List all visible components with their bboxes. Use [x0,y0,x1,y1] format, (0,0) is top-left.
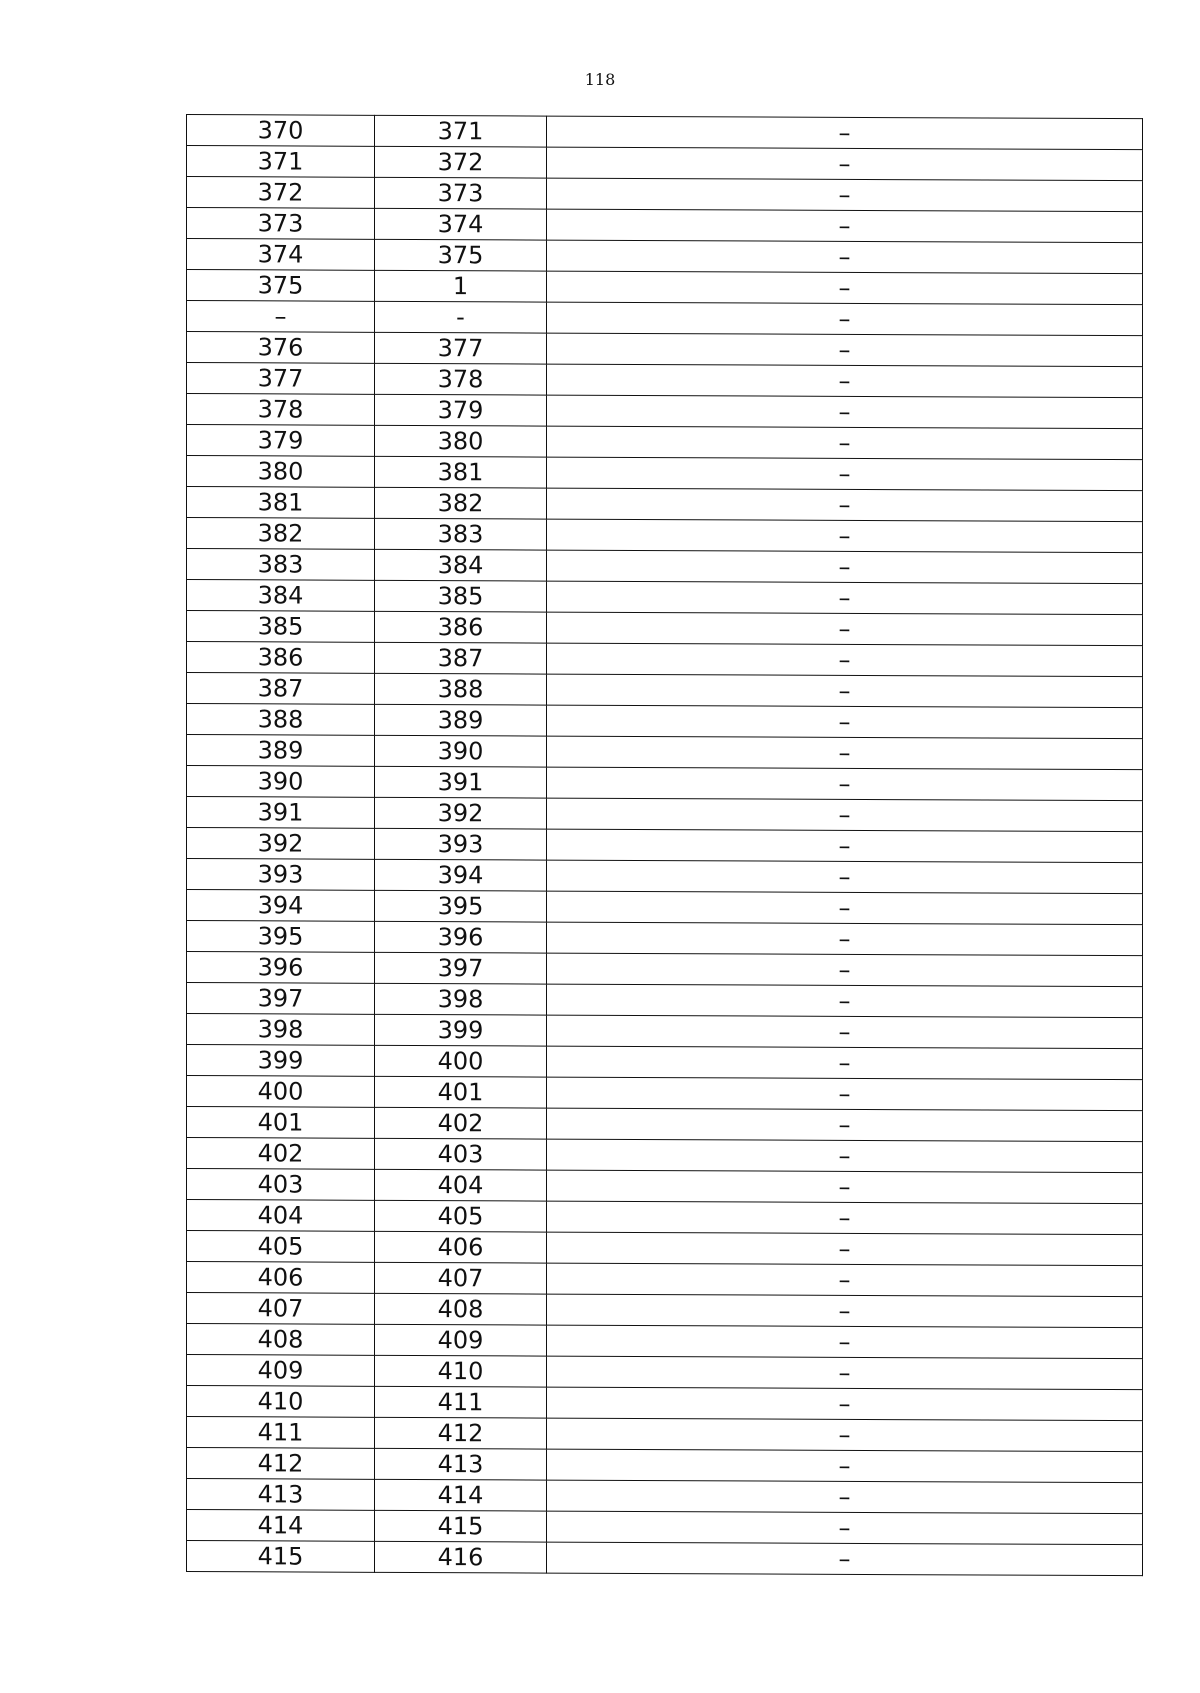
table-cell-from: 397 [187,983,375,1015]
table-cell-from: 373 [187,208,375,240]
table-cell-from: 377 [187,363,375,395]
table-cell-to: 387 [375,642,547,674]
table-cell-to: 375 [375,239,547,271]
table-cell-from: 407 [187,1293,375,1325]
table-row [187,425,1143,460]
table-row [187,1324,1143,1359]
table-cell-from: 376 [187,332,375,364]
table-cell-note: – [547,1356,1143,1390]
table-cell-note: – [547,643,1143,677]
table-cell-from: 411 [187,1417,375,1449]
table-cell-note: – [547,674,1143,708]
table-row [187,952,1143,987]
table-cell-to: 372 [375,146,547,178]
table-cell-note: – [547,1077,1143,1111]
table-cell-from: 404 [187,1200,375,1232]
table-row [187,890,1143,925]
table-cell-note: – [547,271,1143,305]
table-row [187,332,1143,367]
table-cell-from: 408 [187,1324,375,1356]
table-cell-to: 414 [375,1479,547,1511]
table-cell-note: – [547,1201,1143,1235]
table-cell-from: 387 [187,673,375,705]
table-cell-to: 397 [375,952,547,984]
table-cell-from: 409 [187,1355,375,1387]
table-cell-to: 388 [375,673,547,705]
table-cell-from: 389 [187,735,375,767]
table-row [187,642,1143,677]
table-cell-to: 378 [375,363,547,395]
table-cell-to: 398 [375,983,547,1015]
table-cell-to: 373 [375,177,547,209]
table-row [187,115,1143,150]
table-cell-from: 392 [187,828,375,860]
table-cell-from: 412 [187,1448,375,1480]
table-cell-note: – [547,1232,1143,1266]
table-cell-to: 383 [375,518,547,550]
table-row [187,1510,1143,1545]
table-row [187,1262,1143,1297]
table-cell-note: – [547,1480,1143,1514]
table-row [187,1045,1143,1080]
table-cell-note: – [547,395,1143,429]
table-row [187,1200,1143,1235]
table-cell-from: 388 [187,704,375,736]
table-cell-to: 406 [375,1231,547,1263]
table-cell-from: 379 [187,425,375,457]
table-cell-to: 385 [375,580,547,612]
table-row [187,766,1143,801]
table-cell-note: – [547,364,1143,398]
table-row [187,704,1143,739]
table-cell-from: 414 [187,1510,375,1542]
table-row [187,859,1143,894]
table-cell-note: – [547,1263,1143,1297]
table-row [187,1076,1143,1111]
table-cell-to: 400 [375,1045,547,1077]
table-cell-note: – [547,1387,1143,1421]
table-cell-to: 402 [375,1107,547,1139]
table-cell-to: 395 [375,890,547,922]
table-cell-from: 375 [187,270,375,302]
table-cell-note: – [547,891,1143,925]
table-row [187,1107,1143,1142]
table-cell-note: – [547,922,1143,956]
table-cell-from: 399 [187,1045,375,1077]
table-row [187,301,1143,336]
table-row [187,549,1143,584]
table-cell-to: 374 [375,208,547,240]
table-cell-to: 399 [375,1014,547,1046]
table-row [187,983,1143,1018]
table-cell-to: 403 [375,1138,547,1170]
table-cell-note: – [547,1139,1143,1173]
table-cell-note: – [547,1418,1143,1452]
table-cell-note: – [547,798,1143,832]
table-cell-note: – [547,333,1143,367]
table-cell-note: – [547,1046,1143,1080]
table-cell-note: – [547,1511,1143,1545]
table-cell-from: 380 [187,456,375,488]
page-number: 118 [584,70,616,89]
table-cell-note: – [547,612,1143,646]
table-cell-from: 384 [187,580,375,612]
table-cell-note: – [547,1294,1143,1328]
table-cell-note: – [547,581,1143,615]
table-cell-from: 383 [187,549,375,581]
table-cell-note: – [547,1325,1143,1359]
table-cell-to: 409 [375,1324,547,1356]
table-cell-from: 395 [187,921,375,953]
table-cell-from: 405 [187,1231,375,1263]
table-cell-to: 380 [375,425,547,457]
table-cell-from: 401 [187,1107,375,1139]
table-cell-to: 371 [375,115,547,147]
data-table [186,114,1143,1576]
table-cell-note: – [547,1542,1143,1576]
table-cell-note: – [547,519,1143,553]
table-cell-note: – [547,953,1143,987]
table-cell-note: – [547,550,1143,584]
table-cell-to: 401 [375,1076,547,1108]
table-cell-from: 406 [187,1262,375,1294]
table-cell-note: – [547,1449,1143,1483]
table-cell-from: 386 [187,642,375,674]
table-cell-from: 410 [187,1386,375,1418]
table-cell-from: 413 [187,1479,375,1511]
table-cell-to: 391 [375,766,547,798]
table-cell-note: – [547,116,1143,150]
table-row [187,363,1143,398]
table-cell-note: – [547,705,1143,739]
table-row [187,239,1143,274]
table-cell-from: 391 [187,797,375,829]
table-cell-to: 394 [375,859,547,891]
table-row [187,797,1143,832]
table-cell-note: – [547,1170,1143,1204]
table-cell-to: 404 [375,1169,547,1201]
table-cell-note: – [547,147,1143,181]
table-row [187,208,1143,243]
table-cell-from: 393 [187,859,375,891]
table-row [187,1014,1143,1049]
table-cell-note: – [547,1015,1143,1049]
table-cell-from: 402 [187,1138,375,1170]
table-cell-from: 396 [187,952,375,984]
table-cell-to: 384 [375,549,547,581]
table-row [187,611,1143,646]
table-cell-note: – [547,736,1143,770]
table-row [187,146,1143,181]
table-cell-from: 372 [187,177,375,209]
table-row [187,394,1143,429]
table-row [187,177,1143,212]
table-cell-note: – [547,302,1143,336]
table-cell-to: 1 [375,270,547,302]
table-cell-note: – [547,1108,1143,1142]
table-row [187,456,1143,491]
table-cell-to: 412 [375,1417,547,1449]
table-cell-to: 392 [375,797,547,829]
table-row [187,270,1143,305]
table-row [187,1138,1143,1173]
table-cell-to: 381 [375,456,547,488]
table-cell-to: 416 [375,1541,547,1573]
table-row [187,1479,1143,1514]
table-row [187,735,1143,770]
table-cell-from: 370 [187,115,375,147]
table-cell-to: 390 [375,735,547,767]
table-cell-note: – [547,426,1143,460]
table-cell-note: – [547,767,1143,801]
table-row [187,1293,1143,1328]
table-row [187,518,1143,553]
table-row [187,673,1143,708]
table-cell-from: 378 [187,394,375,426]
table-cell-to: 413 [375,1448,547,1480]
table-cell-to: 393 [375,828,547,860]
table-cell-note: – [547,209,1143,243]
table-cell-from: 400 [187,1076,375,1108]
table-cell-to: 408 [375,1293,547,1325]
table-cell-note: – [547,984,1143,1018]
table-cell-note: – [547,457,1143,491]
table-row [187,1448,1143,1483]
table-cell-to: 411 [375,1386,547,1418]
table-row [187,487,1143,522]
table-cell-to: 386 [375,611,547,643]
table-cell-from: 382 [187,518,375,550]
table-row [187,1231,1143,1266]
table-cell-to: 405 [375,1200,547,1232]
table-cell-to: 410 [375,1355,547,1387]
table-cell-from: 371 [187,146,375,178]
table-cell-to: 407 [375,1262,547,1294]
table-cell-to: 389 [375,704,547,736]
table-cell-from: 374 [187,239,375,271]
table-cell-note: – [547,178,1143,212]
table-cell-to: 415 [375,1510,547,1542]
table-cell-from: 390 [187,766,375,798]
table-row [187,1417,1143,1452]
table-cell-from: – [187,301,375,333]
table-row [187,1386,1143,1421]
table-row [187,828,1143,863]
table-cell-to: 396 [375,921,547,953]
table-cell-from: 385 [187,611,375,643]
table-row [187,580,1143,615]
table-body [187,115,1143,1576]
table-row [187,1541,1143,1576]
table-cell-from: 394 [187,890,375,922]
table-cell-to: - [375,301,547,333]
table-cell-note: – [547,860,1143,894]
table-row [187,921,1143,956]
table-cell-from: 403 [187,1169,375,1201]
table-cell-from: 381 [187,487,375,519]
table-cell-note: – [547,829,1143,863]
table-cell-note: – [547,488,1143,522]
table-cell-to: 377 [375,332,547,364]
table-cell-from: 398 [187,1014,375,1046]
table-cell-to: 382 [375,487,547,519]
table-cell-note: – [547,240,1143,274]
table-row [187,1169,1143,1204]
table-row [187,1355,1143,1390]
table-cell-to: 379 [375,394,547,426]
table-cell-from: 415 [187,1541,375,1573]
